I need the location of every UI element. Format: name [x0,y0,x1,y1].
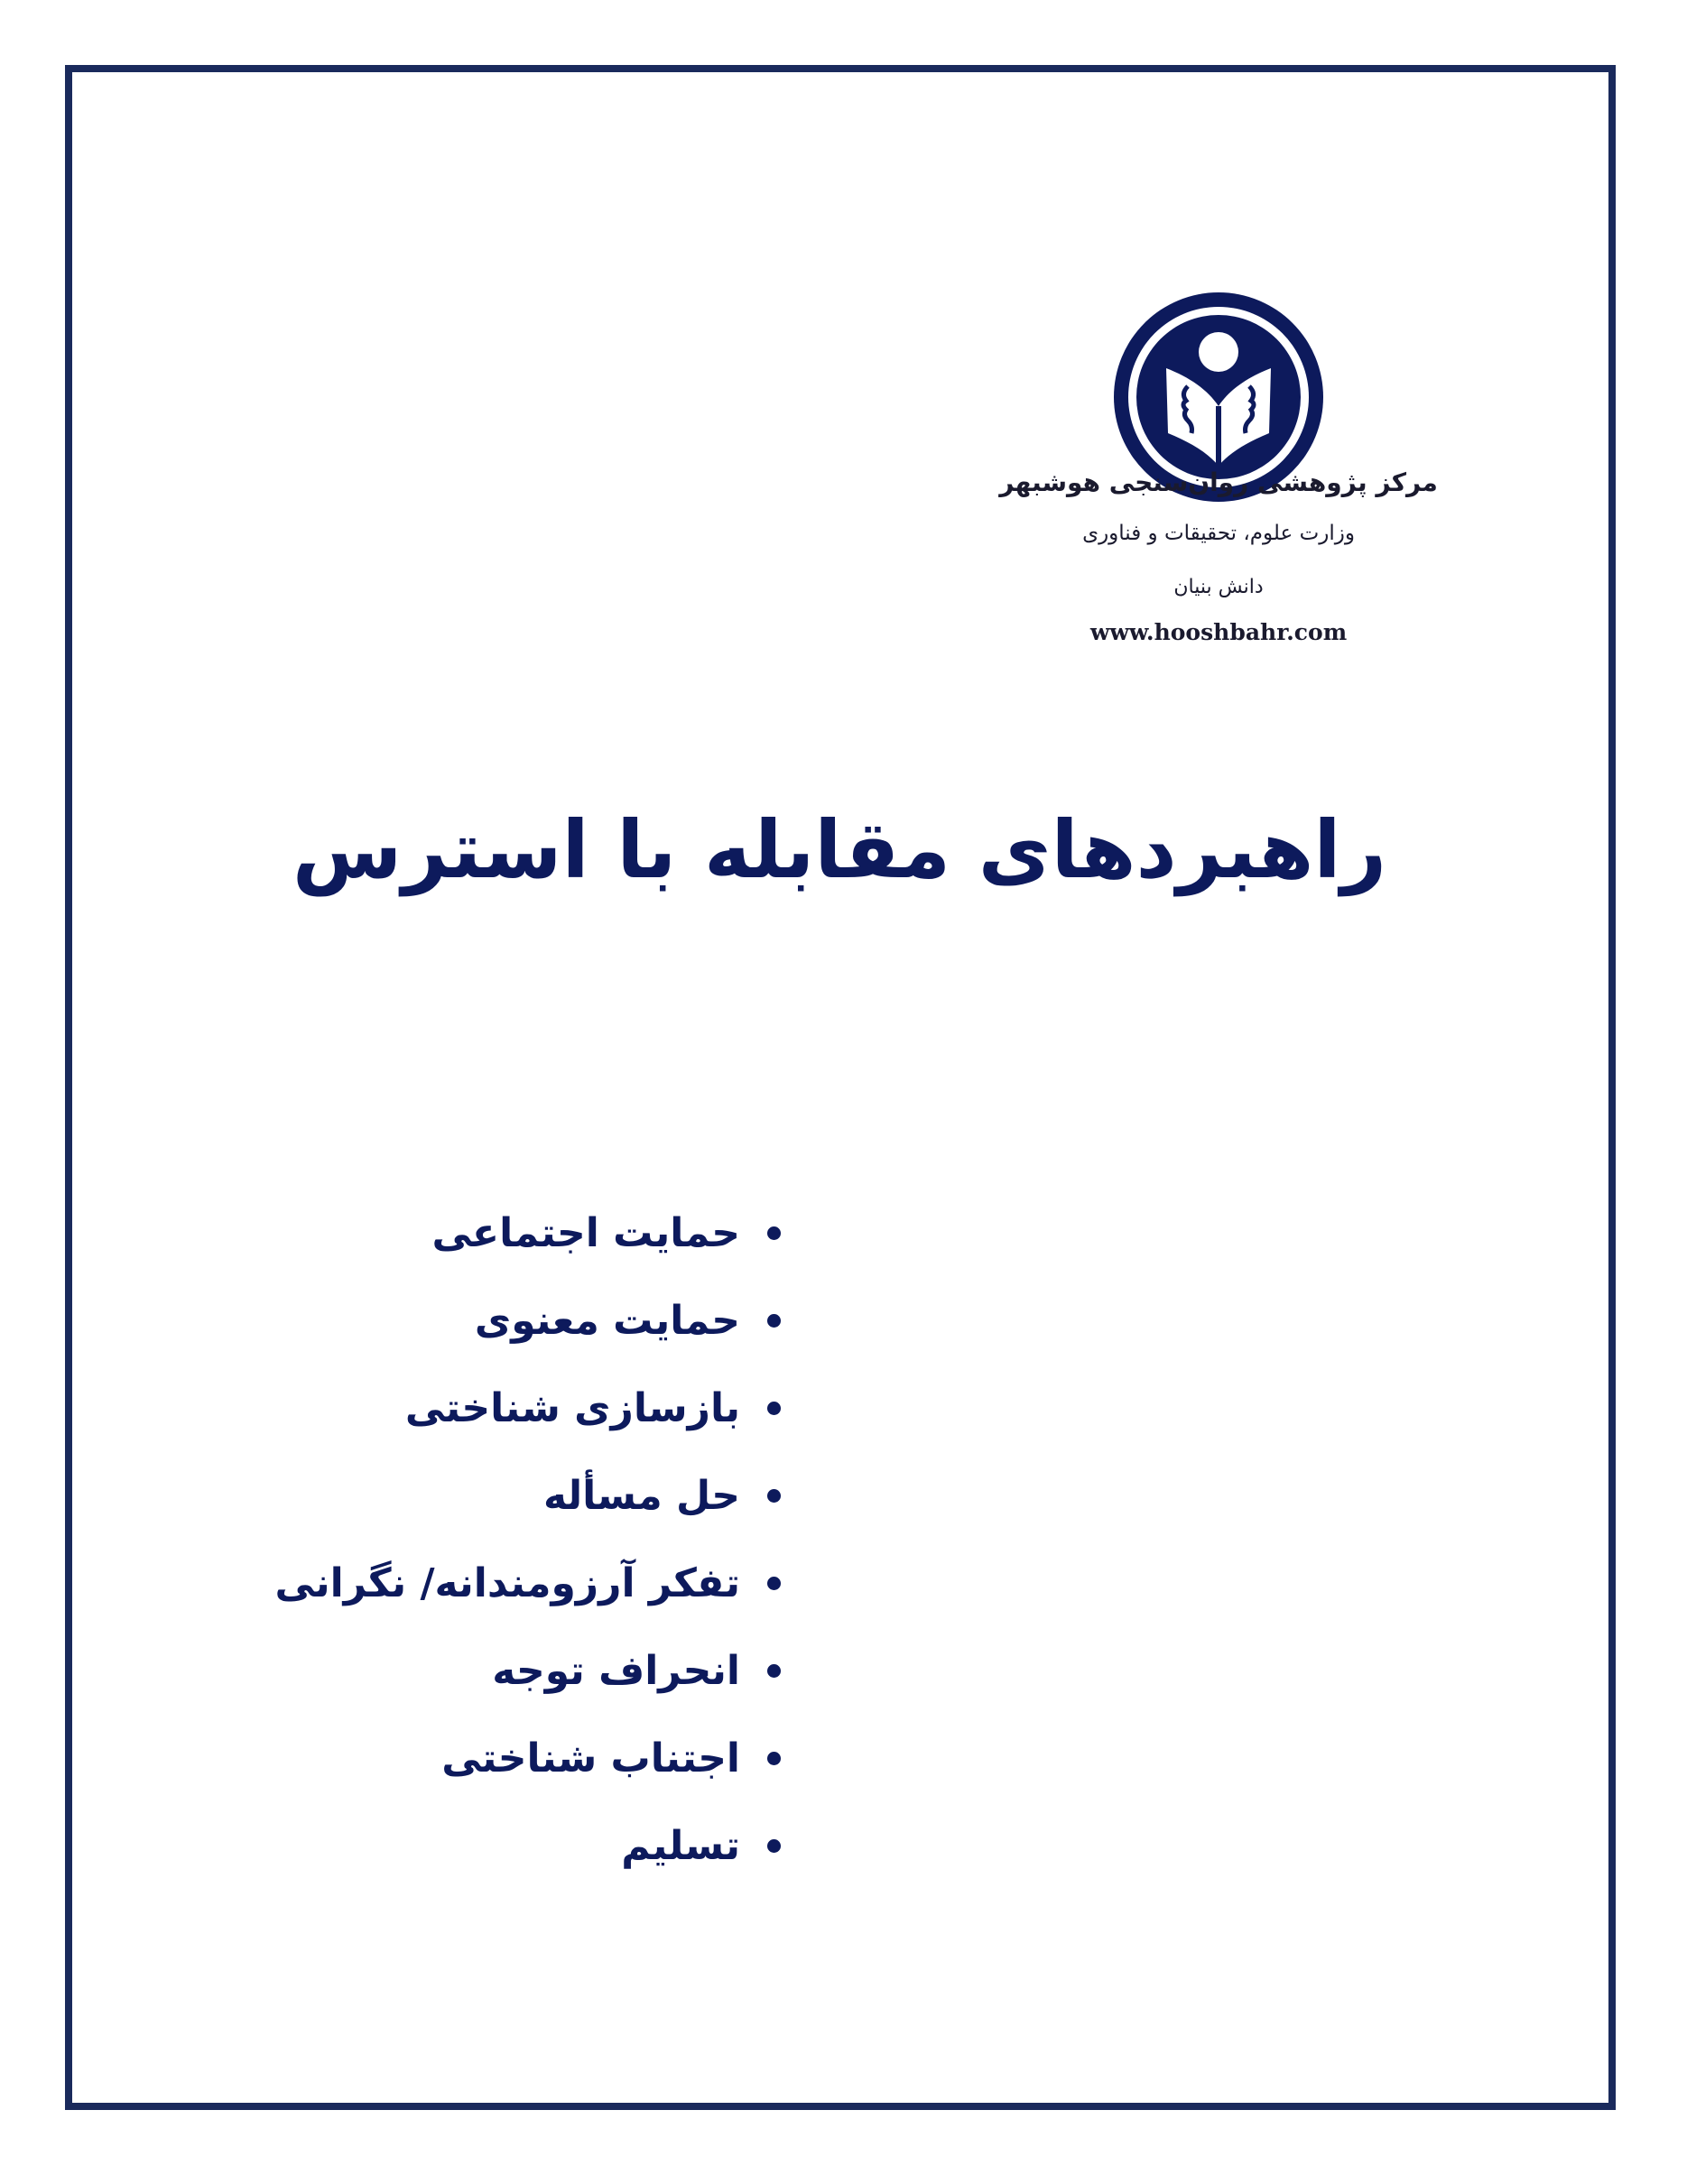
strategy-label: بازسازی شناختی [404,1385,740,1431]
knowledge-based-label: دانش بنیان [1173,576,1264,598]
strategy-list [275,1189,781,1890]
list-item [275,1715,781,1802]
strategy-label: تفکر آرزومندانه/ نگرانی [274,1560,740,1606]
list-item [275,1277,781,1365]
strategy-label: حمایت اجتماعی [431,1210,740,1256]
website-link[interactable]: www.hooshbahr.com [1089,619,1348,645]
bullet-dot-icon [767,1752,781,1765]
strategy-label: حمایت معنوی [474,1298,740,1344]
list-item [275,1540,781,1627]
header-block [984,289,1453,650]
list-item [275,1189,781,1277]
strategy-label: حل مسأله [542,1473,740,1519]
bullet-dot-icon [767,1489,781,1503]
page-title: راهبردهای مقابله با استرس [292,803,1387,896]
org-name: مرکز پژوهشی روان‌سنجی هوشبهر [999,467,1438,497]
strategy-label: انحراف توجه [492,1648,740,1694]
bullet-dot-icon [767,1314,781,1328]
bullet-dot-icon [767,1577,781,1590]
list-item [275,1627,781,1715]
bullet-dot-icon [767,1839,781,1853]
ministry-name: وزارت علوم، تحقیقات و فناوری [1082,522,1355,545]
list-item [275,1802,781,1890]
bullet-dot-icon [767,1664,781,1678]
strategy-label: تسلیم [621,1823,740,1869]
list-item [275,1452,781,1540]
bullet-dot-icon [767,1226,781,1240]
strategy-label: اجتناب شناختی [441,1735,740,1781]
bullet-dot-icon [767,1402,781,1415]
list-item [275,1365,781,1452]
